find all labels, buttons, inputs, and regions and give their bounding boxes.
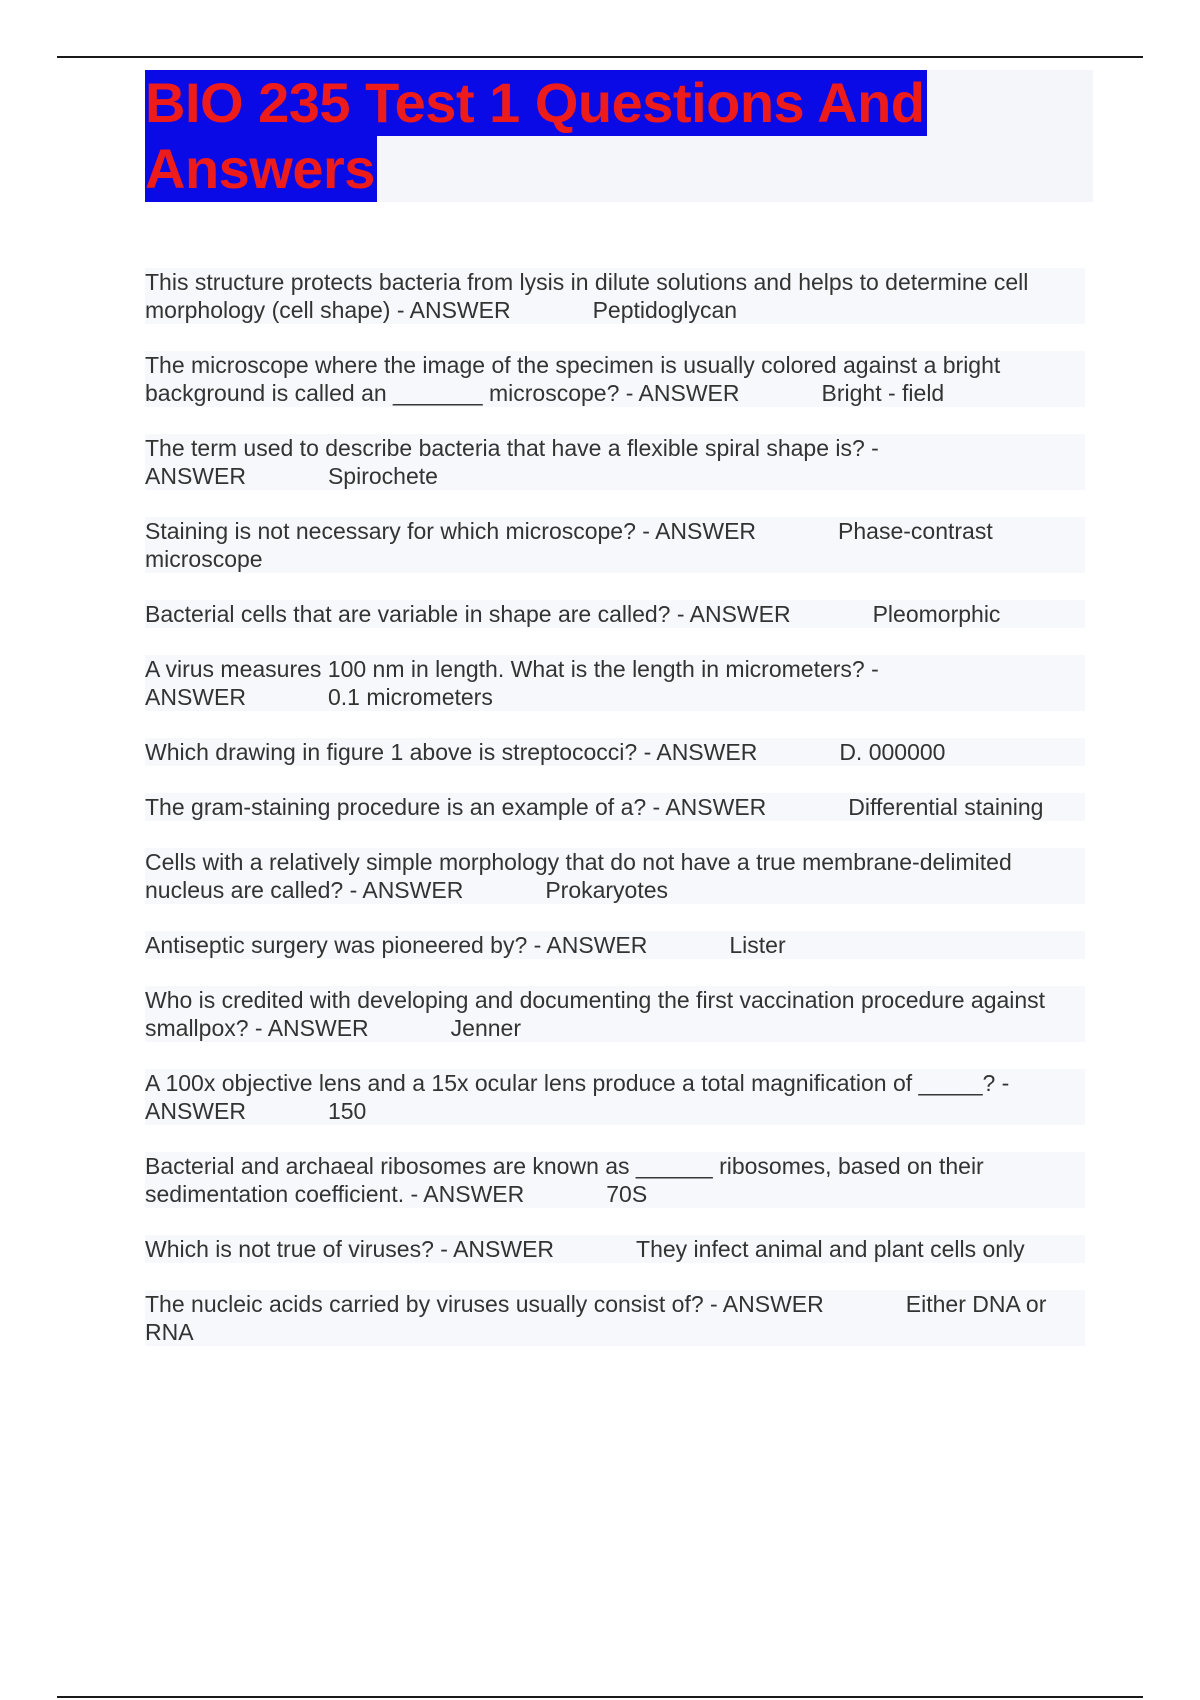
question-text: Bacterial cells that are variable in shape are called? - ANSWER xyxy=(145,601,791,627)
question-text: This structure protects bacteria from lysis in dilute solutions and helps to determine cell morphology (cell shape) - ANSWER xyxy=(145,269,1029,323)
qa-item xyxy=(145,986,1085,1042)
question-text: Who is credited with developing and documenting the first vaccination procedure against smallpox? - ANSWER xyxy=(145,987,1046,1041)
answer-text: Either DNA or RNA xyxy=(145,1291,1047,1345)
qa-item xyxy=(145,1152,1085,1208)
question-text: The microscope where the image of the specimen is usually colored against a bright background is called an _______ microscope? - ANSWER xyxy=(145,352,1001,406)
qa-item xyxy=(145,1235,1085,1263)
answer-text: Spirochete xyxy=(327,463,438,489)
qa-item xyxy=(145,655,1085,711)
qa-item xyxy=(145,931,1085,959)
top-rule xyxy=(57,56,1143,58)
question-text: A 100x objective lens and a 15x ocular lens produce a total magnification of _____? - ANSWER xyxy=(145,1070,1010,1124)
question-text: Cells with a relatively simple morphology that do not have a true membrane-delimited nucleus are called? - ANSWER xyxy=(145,849,1012,903)
answer-text: Peptidoglycan xyxy=(592,297,738,323)
bottom-rule xyxy=(57,1696,1143,1698)
answer-text: Phase-contrast microscope xyxy=(145,518,993,572)
answer-text: Bright - field xyxy=(821,380,945,406)
page-title-line-1: BIO 235 Test 1 Questions And xyxy=(145,71,925,134)
answer-text: 150 xyxy=(327,1098,367,1124)
title-block xyxy=(145,70,1093,202)
answer-text: Lister xyxy=(729,932,786,958)
answer-text: Pleomorphic xyxy=(872,601,1001,627)
answer-text: Prokaryotes xyxy=(545,877,669,903)
qa-item xyxy=(145,848,1085,904)
page-title-line-2: Answers xyxy=(145,137,375,200)
qa-item xyxy=(145,517,1085,573)
question-text: Which drawing in figure 1 above is streptococci? - ANSWER xyxy=(145,739,758,765)
question-text: Bacterial and archaeal ribosomes are known as ______ ribosomes, based on their sedimentation coefficient. - ANSWER xyxy=(145,1153,984,1207)
question-text: The gram-staining procedure is an example of a? - ANSWER xyxy=(145,794,767,820)
qa-item xyxy=(145,793,1085,821)
qa-item xyxy=(145,1290,1085,1346)
qa-item xyxy=(145,738,1085,766)
question-text: A virus measures 100 nm in length. What is the length in micrometers? - ANSWER xyxy=(145,656,879,710)
answer-text: 70S xyxy=(606,1181,648,1207)
answer-text: Differential staining xyxy=(848,794,1044,820)
qa-item xyxy=(145,1069,1085,1125)
qa-list xyxy=(145,268,1085,1373)
answer-text: Jenner xyxy=(450,1015,521,1041)
question-text: Staining is not necessary for which microscope? - ANSWER xyxy=(145,518,757,544)
question-text: The term used to describe bacteria that have a flexible spiral shape is? - ANSWER xyxy=(145,435,879,489)
question-text: The nucleic acids carried by viruses usually consist of? - ANSWER xyxy=(145,1291,824,1317)
qa-item xyxy=(145,268,1085,324)
answer-text: D. 000000 xyxy=(839,739,946,765)
question-text: Antiseptic surgery was pioneered by? - ANSWER xyxy=(145,932,648,958)
qa-item xyxy=(145,434,1085,490)
answer-text: They infect animal and plant cells only xyxy=(636,1236,1025,1262)
qa-item xyxy=(145,351,1085,407)
answer-text: 0.1 micrometers xyxy=(327,684,493,710)
question-text: Which is not true of viruses? - ANSWER xyxy=(145,1236,555,1262)
qa-item xyxy=(145,600,1085,628)
